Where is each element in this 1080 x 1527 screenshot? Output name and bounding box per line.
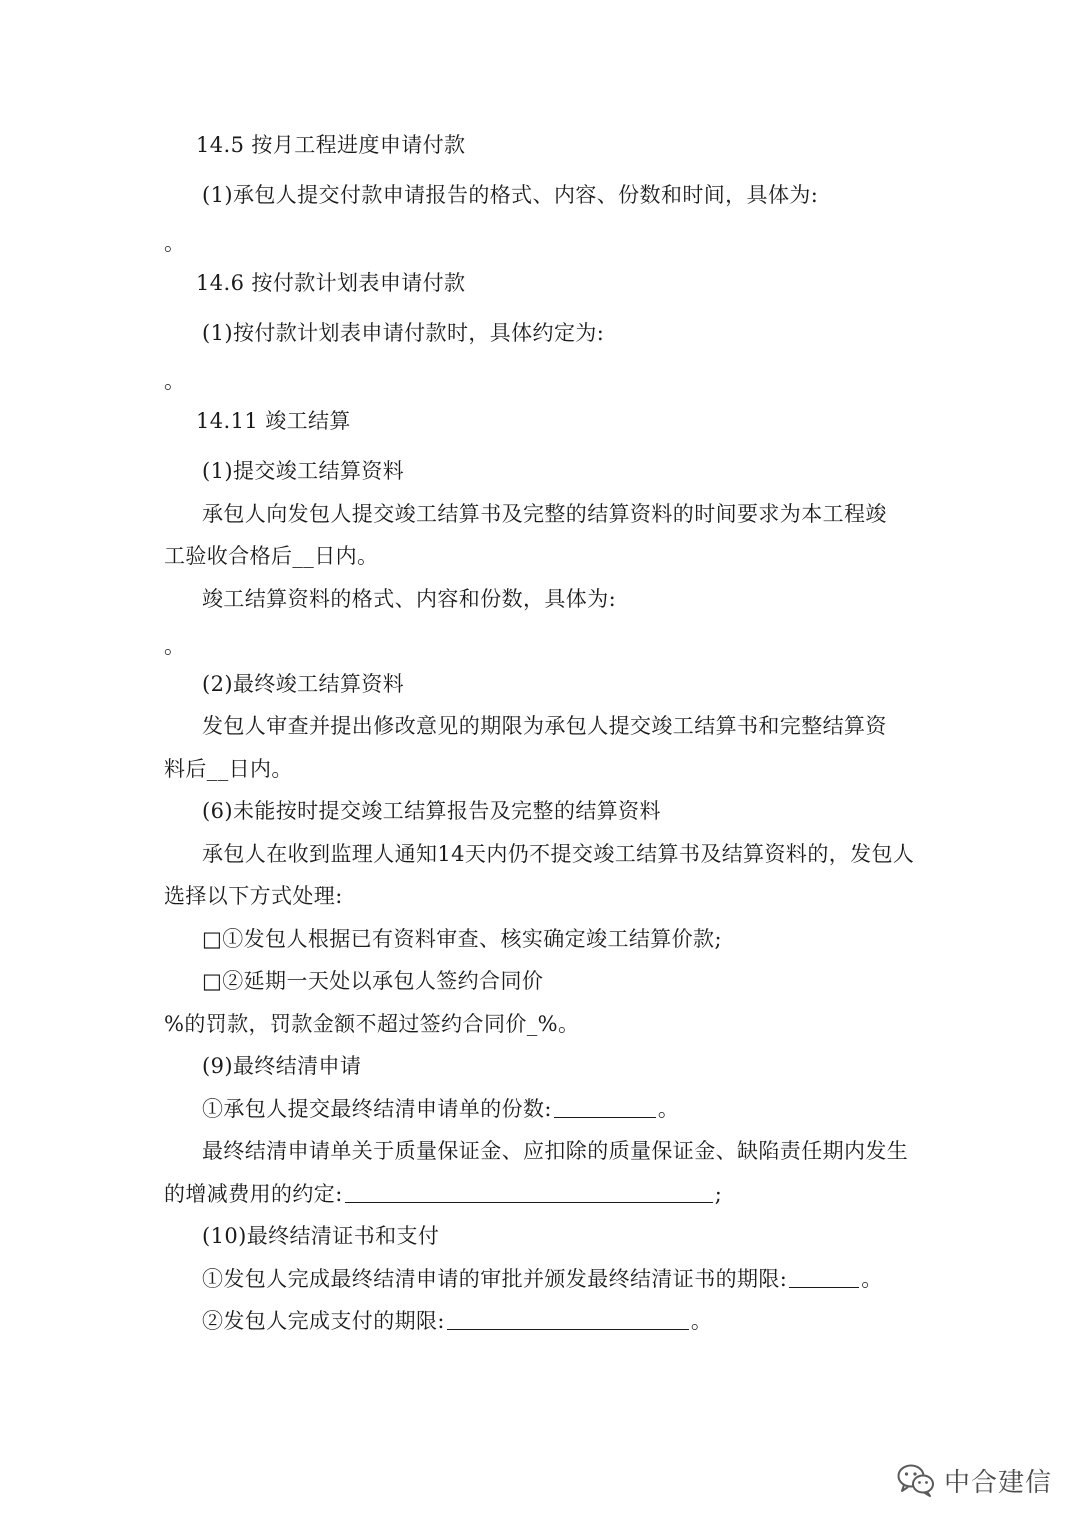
- form-label: ②发包人完成支付的期限:: [202, 1309, 445, 1333]
- form-end: 。: [861, 1267, 883, 1291]
- form-label: 的增减费用的约定:: [164, 1182, 343, 1206]
- form-line-agreement: [164, 1180, 722, 1208]
- option-2-continuation: %的罚款，罚款金额不超过签约合同价_%。: [164, 1012, 580, 1036]
- form-line-approval-deadline: [202, 1265, 883, 1293]
- blank-field: [789, 1267, 859, 1288]
- clause-14-6-1: (1)按付款计划表申请付款时，具体约定为:: [202, 321, 605, 345]
- subheading-final-settlement-application: (9)最终结清申请: [202, 1054, 362, 1078]
- form-label: ①承包人提交最终结清申请单的份数:: [202, 1097, 552, 1121]
- clause-end-mark: 。: [164, 634, 186, 658]
- clause-14-5-1: (1)承包人提交付款申请报告的格式、内容、份数和时间，具体为:: [202, 183, 819, 207]
- section-heading-14-11: 14.11 竣工结算: [196, 409, 351, 433]
- paragraph-line: 选择以下方式处理:: [164, 884, 343, 908]
- paragraph-line: 竣工结算资料的格式、内容和份数，具体为:: [202, 587, 617, 611]
- paragraph-line: 承包人向发包人提交竣工结算书及完整的结算资料的时间要求为本工程竣: [202, 502, 887, 526]
- subheading-final-settlement-certificate: (10)最终结清证书和支付: [202, 1224, 440, 1248]
- subheading-late-submission: (6)未能按时提交竣工结算报告及完整的结算资料: [202, 799, 661, 823]
- paragraph-line: 工验收合格后__日内。: [164, 544, 379, 568]
- clause-end-mark: 。: [164, 369, 186, 393]
- paragraph-line: 承包人在收到监理人通知14天内仍不提交竣工结算书及结算资料的，发包人: [202, 842, 915, 866]
- form-line-copies: [202, 1095, 679, 1123]
- blank-field: [447, 1309, 689, 1330]
- subheading-submit-materials: (1)提交竣工结算资料: [202, 459, 405, 483]
- wechat-icon: [896, 1462, 936, 1498]
- paragraph-line: 最终结清申请单关于质量保证金、应扣除的质量保证金、缺陷责任期内发生: [202, 1139, 909, 1163]
- form-label: ①发包人完成最终结清申请的审批并颁发最终结清证书的期限:: [202, 1267, 788, 1291]
- paragraph-line: 料后__日内。: [164, 757, 293, 781]
- paragraph-line: 发包人审查并提出修改意见的期限为承包人提交竣工结算书和完整结算资: [202, 714, 887, 738]
- clause-end-mark: 。: [164, 231, 186, 255]
- section-heading-14-5: 14.5 按月工程进度申请付款: [196, 133, 466, 157]
- blank-field: [345, 1182, 713, 1203]
- subheading-final-materials: (2)最终竣工结算资料: [202, 672, 405, 696]
- section-heading-14-6: 14.6 按付款计划表申请付款: [196, 271, 466, 295]
- blank-field: [554, 1097, 656, 1118]
- form-end: 。: [657, 1097, 680, 1121]
- watermark-text: 中合建信: [944, 1467, 1053, 1498]
- option-1: □①发包人根据已有资料审查、核实确定竣工结算价款;: [202, 927, 722, 951]
- form-line-payment-deadline: [202, 1307, 712, 1335]
- form-end: ;: [714, 1182, 723, 1206]
- option-2: □②延期一天处以承包人签约合同价: [202, 969, 544, 993]
- form-end: 。: [690, 1309, 713, 1333]
- watermark: [896, 1458, 1052, 1502]
